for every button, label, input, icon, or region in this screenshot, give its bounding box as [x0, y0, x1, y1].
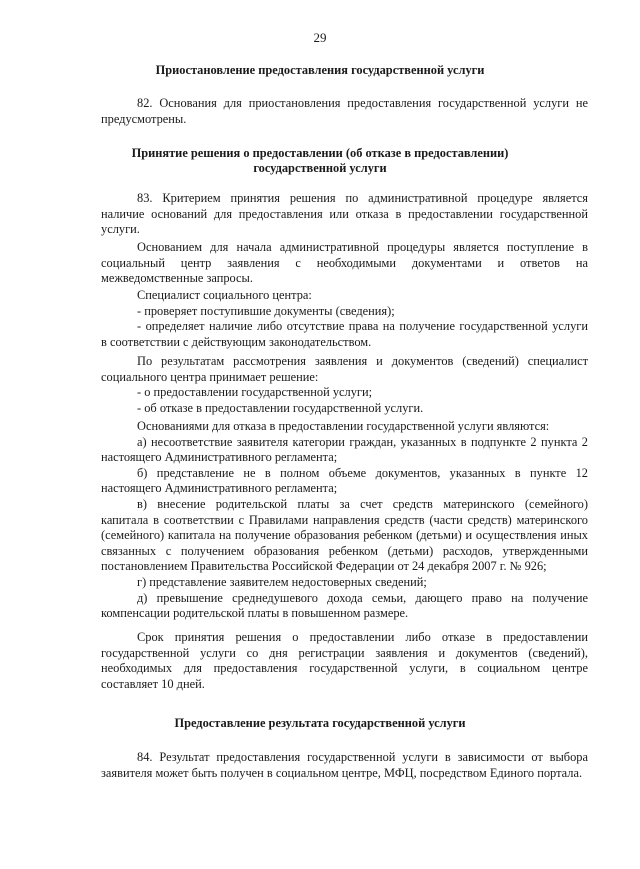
refusal-grounds: Основаниями для отказа в предоставлении государственной услуги являются: а) несоответствие заявителя категории граждан, указанных в подпункте 2 пункта 2 настоящего Административного регламента; б) представление не в полном объеме документов, указанных в пункте 12 настоящего Административного регламента; в) внесение родительской платы за счет средств материнского (семейного) капитала в соответствии с Правилами направления средств (части средств) материнского (семейного) капитала на получение образования ребенком (детьми) и осуществления иных связанных с получением образования ребенком (детьми) расходов, утвержденными постановлением Правительства Российской Федерации от 24 декабря 2007 г. № 926; г) представление заявителем недостоверных сведений; д) превышение среднедушевого дохода семьи, дающего право на получение компенсации родительской платы в повышенном размере.: [101, 419, 588, 621]
heading-result: Предоставление результата государственной услуги: [174, 716, 466, 730]
heading-decision: Принятие решения о предоставлении (об отказе в предоставлении) государственной услуги: [131, 146, 509, 175]
decision-term: Срок принятия решения о предоставлении либо отказе в предоставлении государственной услуги со дня регистрации заявления и документов (сведений), необходимых для предоставления государственной услуги, в социальном центре составляет 10 дней.: [101, 630, 588, 691]
paragraph-84: 84. Результат предоставления государственной услуги в зависимости от выбора заявителя может быть получен в социальном центре, МФЦ, посредством Единого портала.: [101, 750, 588, 780]
paragraph-basis: Основанием для начала административной процедуры является поступление в социальный центр заявления с необходимыми документами и ответов на межведомственные запросы.: [101, 240, 588, 286]
specialist-actions: Специалист социального центра: - проверяет поступившие документы (сведения); - определяет наличие либо отсутствие права на получение государственной услуги в соответствии с действующим законодательством.: [101, 288, 588, 349]
page-number: 29: [313, 30, 327, 45]
decision-list: По результатам рассмотрения заявления и документов (сведений) специалист социального центра принимает решение: - о предоставлении государственной услуги; - об отказе в предоставлении государственной услуги.: [101, 354, 588, 415]
heading-suspension: Приостановление предоставления государственной услуги: [155, 63, 485, 77]
paragraph-82: 82. Основания для приостановления предоставления государственной услуги не предусмотрены.: [101, 96, 588, 126]
paragraph-83: 83. Критерием принятия решения по административной процедуре является наличие оснований для предоставления или отказа в предоставлении государственной услуги.: [101, 191, 588, 237]
